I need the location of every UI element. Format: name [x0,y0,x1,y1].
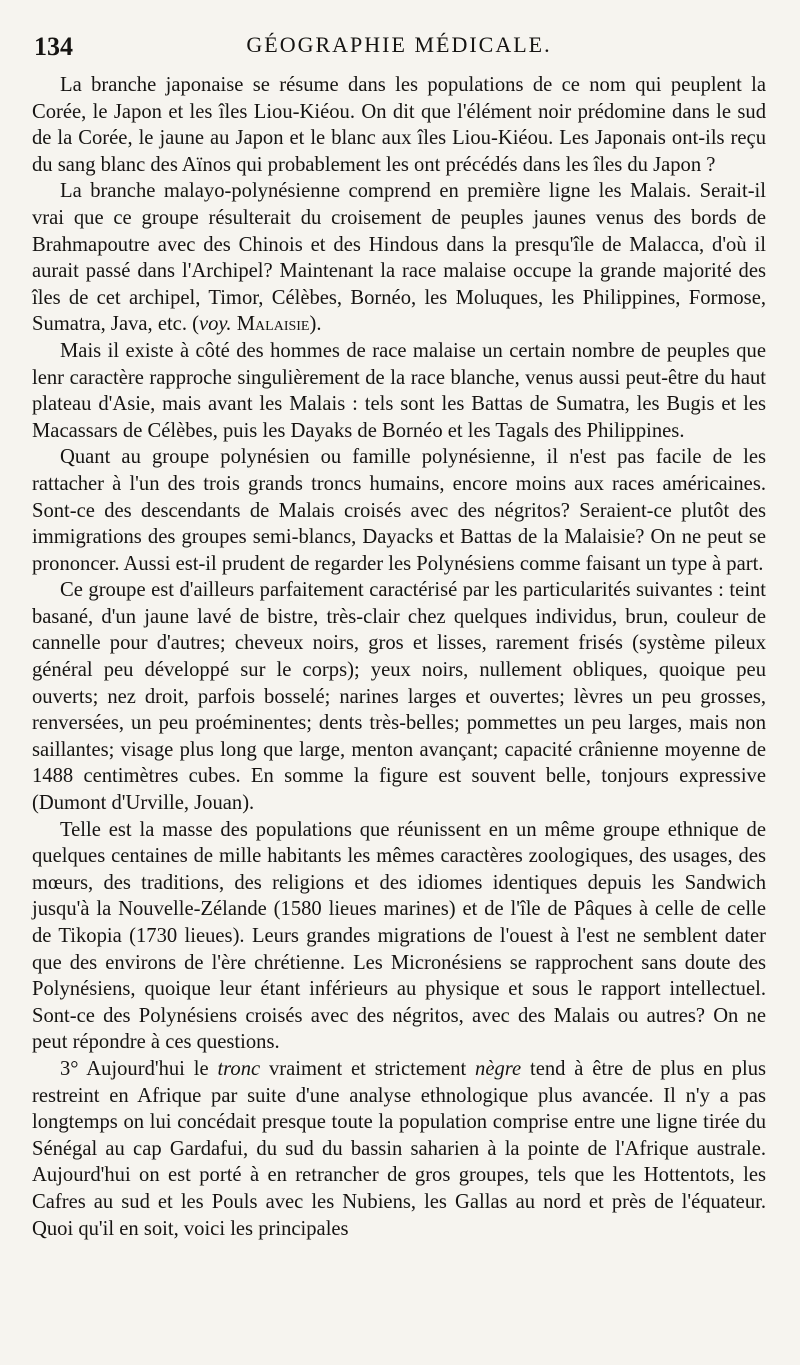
paragraph-text: vraiment et strictement [260,1057,476,1080]
paragraph-malayo-polynesian-branch [32,178,766,338]
paragraph-text: ). [309,313,322,336]
paragraph-populations: Telle est la masse des populations que réunissent en un même groupe ethnique de quelques centaines de mille habitants les mêmes caractères zoologiques, des usages, des mœurs, des traditions, des religions et des idiomes identiques depuis les Sandwich jusqu'à la Nouvelle-Zélande (1580 lieues marines) et de l'île de Pâques à celle de celle de Tikopia (1730 lieues). Leurs grandes migrations de l'ouest à l'est ne semblent dater que des environs de l'ère chrétienne. Les Micronésiens se rapprochent sans doute des Polynésiens, quoique leur étant inférieurs au physique et sous le rapport intellectuel. Sont-ce des Polynésiens croisés avec des négritos, avec des Malais ou autres? On ne peut répondre à ces questions. [32,818,766,1054]
italic-tronc: tronc [217,1057,261,1080]
paragraph-polynesian-group: Quant au groupe polynésien ou famille polynésienne, il n'est pas facile de les rattacher à l'un des trois grands troncs humains, encore moins aux races américaines. Sont-ce des descendants de Malais croisés avec des négritos? Seraient-ce plutôt des immigrations des groupes semi-blancs, Dayacks et Battas de la Malaisie? On ne peut se prononcer. Aussi est-il prudent de regarder les Polynésiens comme faisant un type à part. [32,446,766,575]
paragraph-other-peoples: Mais il existe à côté des hommes de race malaise un certain nombre de peuples que lenr caractère rapproche singulièrement de la race blanche, venus aussi peut-être du haut plateau d'Asie, mais avant les Malais : tels sont les Battas de Sumatra, les Bugis et les Macassars de Célèbes, puis les Dayaks de Bornéo et les Tagals des Philippines. [32,339,766,442]
cross-reference-voy: voy. [198,313,232,336]
paragraph-text: 3° Aujourd'hui le [60,1057,218,1080]
page-number: 134 [34,32,73,61]
paragraph-text: tend à être de plus en plus restreint en Afrique par suite d'une analyse ethnologique plus avancée. Il n'y a pas longtemps on lui concédait presque toute la population comprise entre une ligne tirée du Sénégal au cap Gardafui, du sud du bassin saharien à la pointe de l'Afrique australe. Aujourd'hui on est porté à en retrancher de gros groupes, tels que les Hottentots, les Cafres au sud et les Pouls avec les Nubiens, les Gallas au nord et près de l'équateur. Quoi qu'il en soit, voici les principales [32,1057,766,1240]
body-text [32,72,766,1242]
running-title: GÉOGRAPHIE MÉDICALE. [246,32,552,57]
paragraph-characteristics: Ce groupe est d'ailleurs parfaitement caractérisé par les particularités suivantes : teint basané, d'un jaune lavé de bistre, très-clair chez quelques individus, brun, couleur de cannelle pour d'autres; cheveux noirs, gros et lisses, rarement frisés (système pileux général peu développé sur le corps); yeux noirs, nullement obliques, quoique peu ouverts; nez droit, parfois bosselé; narines larges et ouvertes; lèvres un peu grosses, renversées, un peu proéminentes; dents très-belles; pommettes un peu larges, mais non saillantes; visage plus long que large, menton avançant; capacité crânienne moyenne de 1488 centimètres cubes. En somme la figure est souvent belle, tonjours expressive (Dumont d'Urville, Jouan). [32,579,766,815]
paragraph-negro-trunk [32,1056,766,1242]
cross-reference-malaisie: Malaisie [236,313,310,336]
italic-negre: nègre [475,1057,522,1080]
paragraph-japanese-branch: La branche japonaise se résume dans les populations de ce nom qui peuplent la Corée, le Japon et les îles Liou-Kiéou. On dit que l'élément noir prédomine dans le sud de la Corée, le jaune au Japon et le blanc aux îles Liou-Kiéou. Les Japonais ont-ils reçu du sang blanc des Aïnos qui probablement les ont précédés dans les îles du Japon ? [32,74,766,176]
paragraph-text: La branche malayo-polynésienne comprend en première ligne les Malais. Serait-il vrai que ce groupe résulterait du croisement de peuples jaunes venus des bords de Brahmapoutre avec des Chinois et des Hindous dans la presqu'île de Malacca, d'où il aurait passé dans l'Archipel? Maintenant la race malaise occupe la grande majorité des îles de cet archipel, Timor, Célèbes, Bornéo, les Moluques, les Philippines, Formose, Sumatra, Java, etc. ( [32,180,766,336]
running-head [32,26,766,66]
